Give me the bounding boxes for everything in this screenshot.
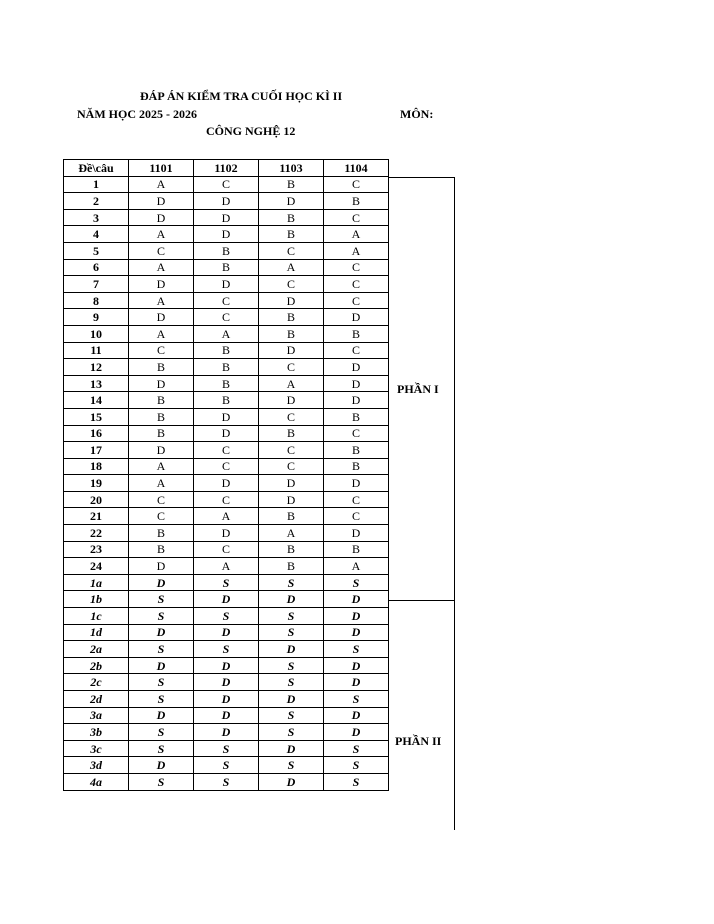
answer-cell: A (259, 525, 324, 542)
answer-cell: D (324, 707, 389, 724)
answer-cell: B (194, 392, 259, 409)
answer-cell: A (129, 475, 194, 492)
question-number: 2a (64, 641, 129, 658)
table-row (64, 724, 389, 741)
table-row (64, 674, 389, 691)
answer-cell: D (324, 392, 389, 409)
answer-cell: D (194, 591, 259, 608)
table-row (64, 325, 389, 342)
part-1-label: PHẦN I (397, 382, 439, 396)
answer-cell: D (194, 475, 259, 492)
table-row (64, 242, 389, 259)
answer-cell: D (194, 657, 259, 674)
answer-cell: D (259, 292, 324, 309)
answer-cell: S (194, 641, 259, 658)
answer-cell: B (194, 359, 259, 376)
answer-cell: A (129, 226, 194, 243)
answer-cell: A (194, 325, 259, 342)
answer-cell: D (129, 309, 194, 326)
answer-cell: A (324, 226, 389, 243)
table-row (64, 608, 389, 625)
answer-cell: D (259, 740, 324, 757)
question-number: 2 (64, 193, 129, 210)
answer-cell: S (194, 773, 259, 790)
table-row (64, 657, 389, 674)
question-number: 16 (64, 425, 129, 442)
question-number: 3c (64, 740, 129, 757)
answer-cell: B (324, 541, 389, 558)
answer-cell: S (259, 757, 324, 774)
answer-cell: C (324, 425, 389, 442)
course-name: CÔNG NGHỆ 12 (206, 124, 296, 138)
question-number: 15 (64, 408, 129, 425)
answer-cell: C (259, 359, 324, 376)
table-row (64, 591, 389, 608)
answer-cell: C (324, 342, 389, 359)
answer-cell: B (324, 442, 389, 459)
answer-cell: B (259, 309, 324, 326)
question-number: 2c (64, 674, 129, 691)
answer-cell: D (259, 392, 324, 409)
table-row (64, 276, 389, 293)
question-number: 10 (64, 325, 129, 342)
answer-cell: A (129, 259, 194, 276)
table-row (64, 757, 389, 774)
table-row (64, 475, 389, 492)
answer-cell: D (194, 193, 259, 210)
question-number: 3b (64, 724, 129, 741)
answer-cell: D (129, 442, 194, 459)
table-row (64, 408, 389, 425)
answer-cell: C (324, 209, 389, 226)
table-row (64, 309, 389, 326)
table-row (64, 392, 389, 409)
answer-cell: B (259, 209, 324, 226)
part-2-bracket (389, 600, 455, 830)
answer-cell: S (324, 641, 389, 658)
answer-cell: D (259, 342, 324, 359)
table-row (64, 491, 389, 508)
answer-cell: A (259, 259, 324, 276)
answer-key-table (63, 159, 389, 791)
answer-cell: D (324, 475, 389, 492)
answer-cell: B (194, 259, 259, 276)
answer-cell: B (324, 193, 389, 210)
question-number: 1d (64, 624, 129, 641)
answer-cell: A (259, 375, 324, 392)
answer-cell: C (259, 276, 324, 293)
part-2-label: PHẦN II (395, 734, 442, 748)
document-title: ĐÁP ÁN KIỂM TRA CUỐI HỌC KÌ II (140, 89, 343, 103)
question-number: 4 (64, 226, 129, 243)
answer-cell: S (259, 707, 324, 724)
answer-cell: D (194, 624, 259, 641)
table-row (64, 425, 389, 442)
column-header: Đề\câu (64, 160, 129, 177)
answer-cell: C (324, 508, 389, 525)
table-row (64, 541, 389, 558)
answer-cell: C (194, 442, 259, 459)
answer-cell: B (259, 425, 324, 442)
answer-cell: B (259, 541, 324, 558)
column-header: 1101 (129, 160, 194, 177)
answer-cell: D (259, 691, 324, 708)
column-header: 1102 (194, 160, 259, 177)
answer-cell: B (129, 525, 194, 542)
answer-cell: D (194, 674, 259, 691)
answer-cell: D (324, 375, 389, 392)
answer-cell: S (194, 608, 259, 625)
answer-cell: A (129, 176, 194, 193)
answer-cell: C (129, 242, 194, 259)
answer-cell: S (129, 691, 194, 708)
question-number: 22 (64, 525, 129, 542)
answer-cell: S (259, 657, 324, 674)
answer-cell: D (129, 574, 194, 591)
answer-cell: A (129, 325, 194, 342)
question-number: 7 (64, 276, 129, 293)
answer-cell: C (324, 292, 389, 309)
answer-cell: S (259, 608, 324, 625)
question-number: 2b (64, 657, 129, 674)
answer-cell: S (324, 773, 389, 790)
table-header-row (64, 160, 389, 177)
table-row (64, 342, 389, 359)
answer-cell: D (194, 226, 259, 243)
answer-cell: D (259, 475, 324, 492)
answer-cell: C (194, 176, 259, 193)
question-number: 1 (64, 176, 129, 193)
table-row (64, 508, 389, 525)
answer-cell: C (324, 176, 389, 193)
answer-cell: S (324, 757, 389, 774)
question-number: 8 (64, 292, 129, 309)
answer-cell: S (194, 574, 259, 591)
question-number: 2d (64, 691, 129, 708)
answer-cell: D (194, 425, 259, 442)
answer-cell: B (129, 541, 194, 558)
answer-cell: A (129, 292, 194, 309)
question-number: 1b (64, 591, 129, 608)
answer-cell: S (324, 574, 389, 591)
answer-cell: S (324, 740, 389, 757)
table-row (64, 226, 389, 243)
answer-cell: B (129, 392, 194, 409)
answer-cell: D (194, 525, 259, 542)
answer-cell: A (129, 458, 194, 475)
table-row (64, 193, 389, 210)
answer-cell: C (324, 259, 389, 276)
table-row (64, 624, 389, 641)
question-number: 3 (64, 209, 129, 226)
answer-cell: D (194, 707, 259, 724)
answer-cell: C (259, 408, 324, 425)
column-header: 1103 (259, 160, 324, 177)
answer-cell: D (129, 707, 194, 724)
question-number: 6 (64, 259, 129, 276)
answer-cell: S (129, 608, 194, 625)
answer-cell: S (259, 574, 324, 591)
answer-cell: D (129, 624, 194, 641)
answer-cell: S (259, 674, 324, 691)
table-row (64, 442, 389, 459)
question-number: 1c (64, 608, 129, 625)
question-number: 19 (64, 475, 129, 492)
answer-cell: B (259, 226, 324, 243)
column-header: 1104 (324, 160, 389, 177)
table-row (64, 375, 389, 392)
answer-cell: A (194, 508, 259, 525)
school-year: NĂM HỌC 2025 - 2026 (77, 107, 197, 121)
table-row (64, 740, 389, 757)
question-number: 3a (64, 707, 129, 724)
answer-cell: B (324, 408, 389, 425)
answer-cell: C (324, 276, 389, 293)
table-row (64, 574, 389, 591)
table-row (64, 773, 389, 790)
answer-cell: D (259, 591, 324, 608)
answer-cell: A (194, 558, 259, 575)
answer-cell: C (194, 541, 259, 558)
answer-cell: B (259, 325, 324, 342)
answer-cell: C (129, 491, 194, 508)
answer-cell: D (259, 491, 324, 508)
question-number: 24 (64, 558, 129, 575)
answer-cell: D (129, 657, 194, 674)
question-number: 17 (64, 442, 129, 459)
answer-cell: C (194, 458, 259, 475)
question-number: 20 (64, 491, 129, 508)
answer-cell: D (194, 691, 259, 708)
answer-cell: A (324, 558, 389, 575)
answer-cell: B (259, 508, 324, 525)
question-number: 14 (64, 392, 129, 409)
question-number: 4a (64, 773, 129, 790)
table-row (64, 691, 389, 708)
answer-cell: B (324, 458, 389, 475)
table-row (64, 641, 389, 658)
table-row (64, 359, 389, 376)
answer-cell: D (324, 309, 389, 326)
question-number: 9 (64, 309, 129, 326)
question-number: 3d (64, 757, 129, 774)
answer-cell: S (194, 757, 259, 774)
answer-cell: S (259, 624, 324, 641)
answer-cell: D (129, 757, 194, 774)
answer-cell: D (324, 624, 389, 641)
answer-rows (64, 176, 389, 790)
table-row (64, 209, 389, 226)
table-row (64, 707, 389, 724)
answer-cell: C (259, 442, 324, 459)
answer-cell: C (259, 242, 324, 259)
table-row (64, 558, 389, 575)
table-row (64, 176, 389, 193)
question-number: 12 (64, 359, 129, 376)
answer-cell: D (259, 193, 324, 210)
answer-cell: S (129, 773, 194, 790)
answer-cell: D (129, 375, 194, 392)
answer-cell: C (194, 309, 259, 326)
question-number: 23 (64, 541, 129, 558)
question-number: 13 (64, 375, 129, 392)
answer-cell: D (324, 525, 389, 542)
answer-cell: D (324, 608, 389, 625)
answer-cell: B (259, 176, 324, 193)
answer-cell: S (324, 691, 389, 708)
answer-cell: D (259, 773, 324, 790)
table-row (64, 458, 389, 475)
answer-cell: A (324, 242, 389, 259)
answer-cell: S (129, 724, 194, 741)
answer-cell: D (324, 674, 389, 691)
answer-cell: C (194, 491, 259, 508)
answer-cell: D (324, 591, 389, 608)
answer-cell: B (129, 425, 194, 442)
answer-cell: D (194, 724, 259, 741)
answer-cell: D (194, 408, 259, 425)
question-number: 1a (64, 574, 129, 591)
answer-cell: D (129, 193, 194, 210)
answer-cell: S (129, 674, 194, 691)
answer-cell: D (194, 276, 259, 293)
question-number: 21 (64, 508, 129, 525)
answer-cell: S (259, 724, 324, 741)
answer-cell: S (129, 641, 194, 658)
answer-cell: B (194, 375, 259, 392)
question-number: 18 (64, 458, 129, 475)
answer-cell: C (324, 491, 389, 508)
answer-cell: S (129, 591, 194, 608)
answer-cell: C (129, 508, 194, 525)
answer-cell: B (129, 359, 194, 376)
answer-cell: B (129, 408, 194, 425)
answer-cell: S (194, 740, 259, 757)
answer-cell: B (324, 325, 389, 342)
answer-cell: D (194, 209, 259, 226)
answer-cell: S (129, 740, 194, 757)
answer-cell: C (129, 342, 194, 359)
table-row (64, 259, 389, 276)
answer-cell: D (324, 359, 389, 376)
answer-cell: D (129, 209, 194, 226)
table-row (64, 292, 389, 309)
answer-cell: D (324, 657, 389, 674)
answer-cell: D (324, 724, 389, 741)
answer-cell: B (194, 342, 259, 359)
answer-cell: B (194, 242, 259, 259)
answer-cell: B (259, 558, 324, 575)
answer-cell: D (259, 641, 324, 658)
question-number: 5 (64, 242, 129, 259)
answer-cell: C (259, 458, 324, 475)
table-row (64, 525, 389, 542)
question-number: 11 (64, 342, 129, 359)
answer-cell: D (129, 276, 194, 293)
subject-label: MÔN: (400, 107, 434, 121)
answer-cell: D (129, 558, 194, 575)
answer-cell: C (194, 292, 259, 309)
